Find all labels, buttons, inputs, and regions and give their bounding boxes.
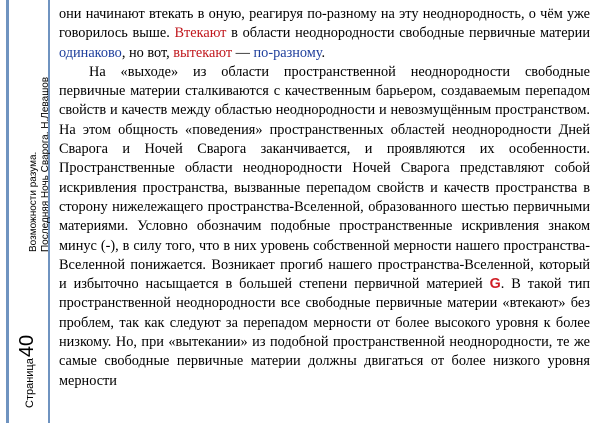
highlight-blue: по-разному (253, 44, 322, 61)
page-sidebar (0, 0, 52, 423)
highlight-matter-g: G (489, 276, 501, 293)
text-run: . (321, 44, 326, 61)
book-title (28, 77, 52, 252)
text-run: — (232, 44, 254, 61)
paragraph-1 (59, 5, 590, 63)
sidebar-border-left (6, 0, 9, 423)
text-run: в области неоднородности свободные первичные материи (226, 25, 590, 42)
text-run: , но вот, (121, 44, 174, 61)
page-number-block (16, 335, 39, 408)
paragraph-2 (59, 63, 590, 391)
page-number: 40 (16, 334, 38, 358)
text-run: На «выходе» из области пространственной неоднородности свободные первичные материи сталкиваются с качественным барьером, создаваемым перепадом свойств и качеств между областью неоднородности и невозмущённым пространством. На этом общность «поведения» пространственных областей неоднородности Дней Сварога и Ночей Сварога заканчивается, и проявляются их особенности. Пространственные области неоднородности Ночей Сварога представляют собой искривления пространства, вызванные перепадом свойств и качеств пространства в сторону нижележащего пространства-Вселенной, образованного шестью первичными материями. Условно обозначим подобные пространственные искривления знаком минус (-), в силу того, что в них уровень собственной мерности нашего пространства-Вселенной понижается. Возникает прогиб нашего пространства-Вселенной, который и избыточно насыщается в большей степени первичной материей (59, 63, 590, 293)
book-title-line2: Последняя Ночь Сварога. Н.Левашов (40, 76, 51, 252)
highlight-red: вытекают (173, 44, 233, 61)
highlight-red: Втекают (174, 25, 227, 42)
text-run: они начинают втекать в оную, реагируя по-разному на эту неоднородность, о чём уже говорилось выше. (59, 6, 590, 42)
highlight-blue: одинаково (59, 44, 122, 61)
page-body (59, 5, 590, 391)
page-label: Страница (24, 358, 36, 408)
text-run: . В такой тип пространственной неоднородности все свободные первичные материи «втекают» без проблем, так как следуют за перепадом мерности от более высокого уровня к более низкому. Но, при «вытекании» из подобной пространственной неоднородности, те же самые свободные первичные материи должны двигаться от более низкого уровня мерности (59, 276, 590, 389)
book-title-line1: Возможности разума. (28, 151, 39, 252)
